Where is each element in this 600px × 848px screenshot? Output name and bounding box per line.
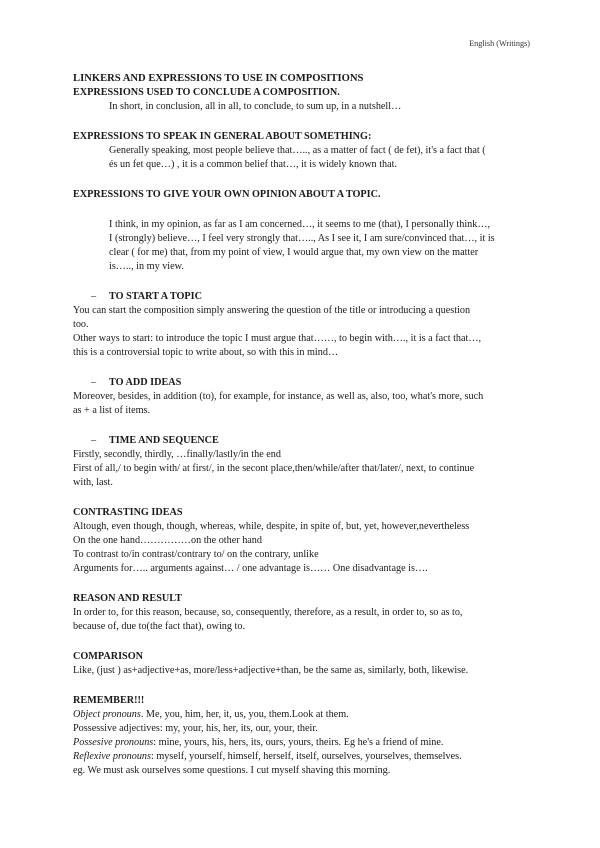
general-line: és un fet que…) , it is a common belief that…, it is widely known that. — [109, 159, 398, 170]
reflexive-pronouns-text: : myself, yourself, himself, herself, itself, ourselves, yourselves, themselves. — [150, 751, 462, 762]
comparison-heading: COMPARISON — [73, 651, 143, 662]
add-line: as + a list of items. — [73, 405, 151, 416]
time-line: Firstly, secondly, thirdly, …finally/lastly/in the end — [73, 449, 281, 460]
header-label: English (Writings) — [469, 39, 530, 48]
example-line: eg. We must ask ourselves some questions. I cut myself shaving this morning. — [73, 765, 391, 776]
time-line: with, last. — [73, 477, 113, 488]
object-pronouns-label: Object pronouns — [73, 709, 141, 720]
opinion-line: I think, in my opinion, as far as I am concerned…, it seems to me (that), I personally think…, — [109, 219, 491, 230]
object-pronouns-line — [73, 708, 529, 722]
add-heading — [73, 376, 529, 390]
possessive-adjectives-line: Possessive adjectives: my, your, his, her, its, our, your, their. — [73, 723, 318, 734]
conclude-heading: EXPRESSIONS USED TO CONCLUDE A COMPOSITION. — [73, 87, 340, 98]
reflexive-pronouns-line — [73, 750, 529, 764]
page-title: LINKERS AND EXPRESSIONS TO USE IN COMPOSITIONS — [73, 73, 364, 84]
dash-bullet: – — [91, 435, 97, 446]
start-line: You can start the composition simply answering the question of the title or introducing a question — [73, 305, 471, 316]
dash-bullet: – — [91, 377, 97, 388]
contrast-line: Arguments for….. arguments against… / one advantage is…… One disadvantage is…. — [73, 563, 428, 574]
object-pronouns-text: . Me, you, him, her, it, us, you, them.Look at them. — [140, 709, 349, 720]
reason-heading: REASON AND RESULT — [73, 593, 182, 604]
possessive-pronouns-text: : mine, yours, his, hers, its, ours, yours, theirs. Eg he's a friend of mine. — [153, 737, 444, 748]
general-line: Generally speaking, most people believe that….., as a matter of fact ( de fet), it's a fact that ( — [109, 145, 486, 156]
dash-bullet: – — [91, 291, 97, 302]
time-heading-label: TIME AND SEQUENCE — [109, 435, 219, 446]
add-line: Moreover, besides, in addition (to), for example, for instance, as well as, also, too, what's more, such — [73, 391, 484, 402]
document-body — [73, 72, 529, 778]
opinion-line: I (strongly) believe…, I feel very strongly that….., As I see it, I am sure/convinced that…, it is — [109, 233, 495, 244]
comparison-text: Like, (just ) as+adjective+as, more/less+adjective+than, be the same as, similarly, both, likewise. — [73, 665, 469, 676]
contrast-line: Altough, even though, though, whereas, while, despite, in spite of, but, yet, however,nevertheless — [73, 521, 470, 532]
contrast-heading: CONTRASTING IDEAS — [73, 507, 183, 518]
start-line: Other ways to start: to introduce the topic I must argue that……, to begin with…., it is a fact that…, — [73, 333, 482, 344]
opinion-heading: EXPRESSIONS TO GIVE YOUR OWN OPINION ABOUT A TOPIC. — [73, 189, 381, 200]
possessive-pronouns-label: Possesive pronouns — [73, 737, 154, 748]
reason-line: because of, due to(the fact that), owing to. — [73, 621, 245, 632]
start-heading-label: TO START A TOPIC — [109, 291, 202, 302]
remember-heading: REMEMBER!!! — [73, 695, 145, 706]
contrast-line: On the one hand……………on the other hand — [73, 535, 262, 546]
reason-line: In order to, for this reason, because, so, consequently, therefore, as a result, in order to, so as to, — [73, 607, 463, 618]
start-heading — [73, 290, 529, 304]
time-line: First of all,/ to begin with/ at first/, in the secont place,then/while/after that/later/, next, to continue — [73, 463, 475, 474]
reflexive-pronouns-label: Reflexive pronouns — [73, 751, 151, 762]
conclude-text: In short, in conclusion, all in all, to conclude, to sum up, in a nutshell… — [109, 101, 402, 112]
time-heading — [73, 434, 529, 448]
start-line: this is a controversial topic to write about, so with this in mind… — [73, 347, 339, 358]
opinion-line: is….., in my view. — [109, 261, 184, 272]
general-heading: EXPRESSIONS TO SPEAK IN GENERAL ABOUT SOMETHING: — [73, 131, 372, 142]
start-line: too. — [73, 319, 89, 330]
contrast-line: To contrast to/in contrast/contrary to/ on the contrary, unlike — [73, 549, 319, 560]
add-heading-label: TO ADD IDEAS — [109, 377, 182, 388]
opinion-line: clear ( for me) that, from my point of view, I would argue that, my own view on the matter — [109, 247, 479, 258]
possessive-pronouns-line — [73, 736, 529, 750]
